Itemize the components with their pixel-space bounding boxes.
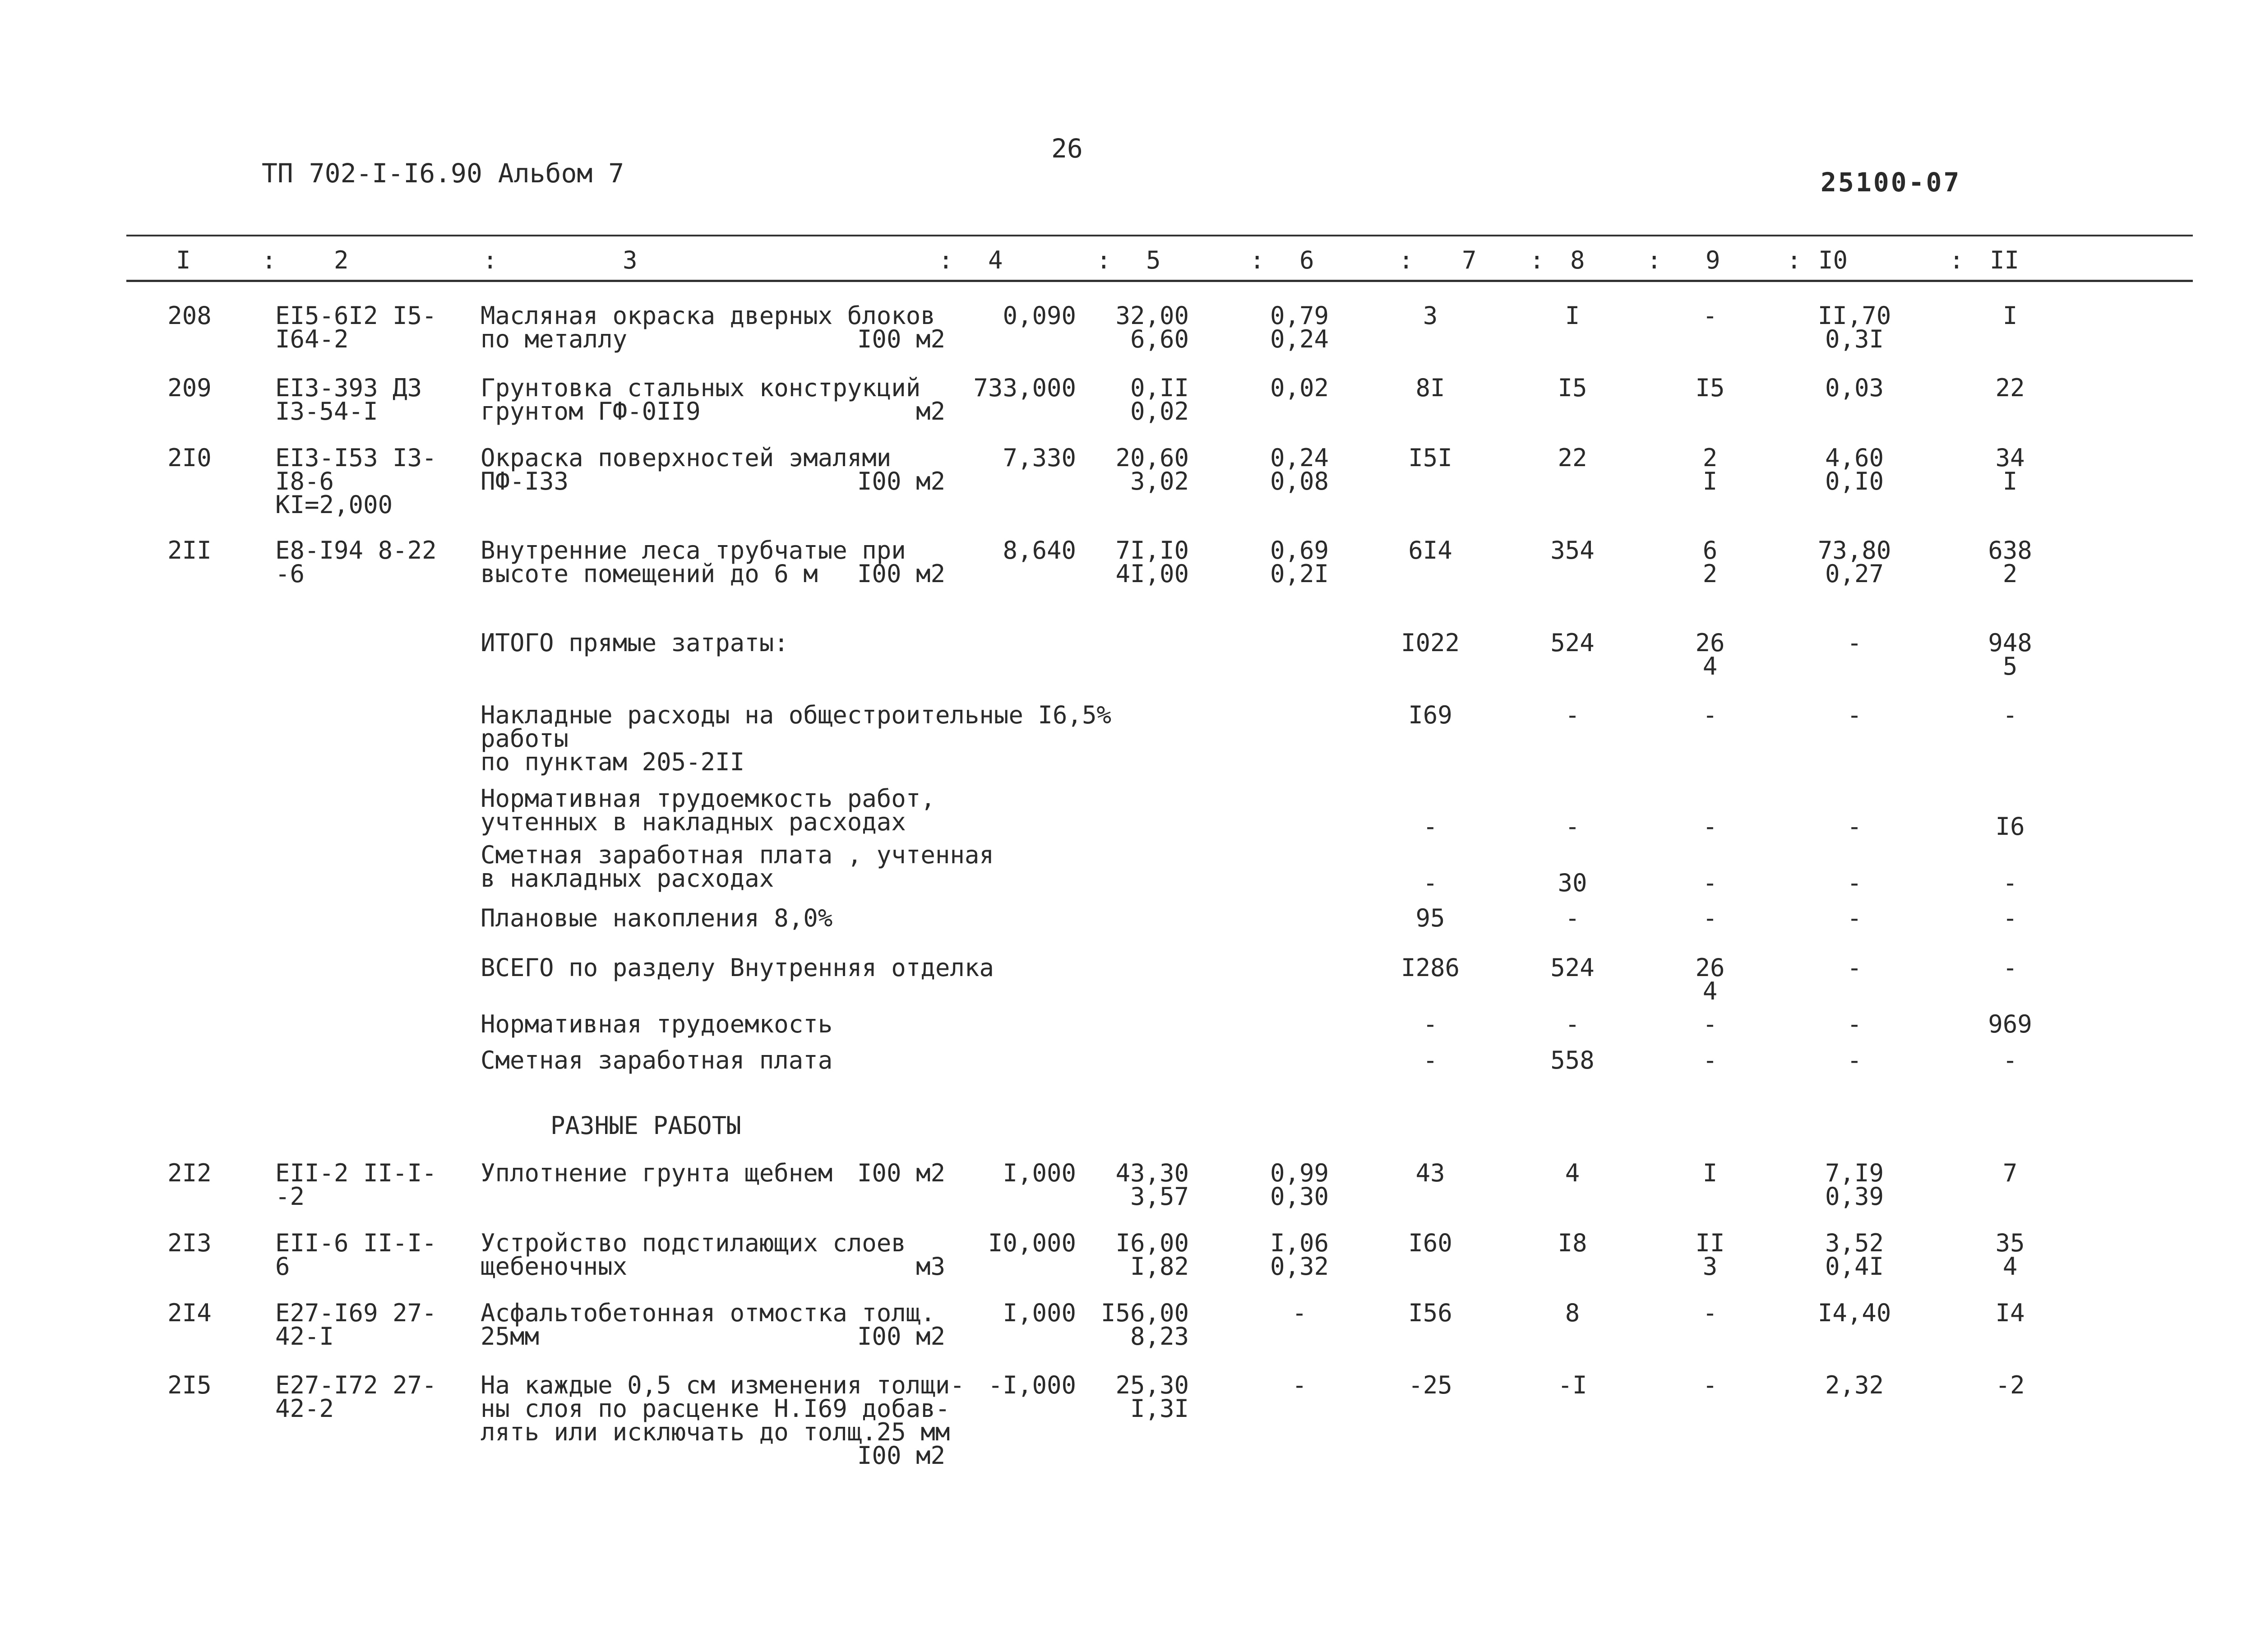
work-description: Внутренние леса трубчатые при: [481, 536, 906, 565]
summary-labor-unit: -: [1847, 1010, 1862, 1038]
summary-machine: -: [1702, 812, 1718, 841]
summary-labor-total: -: [2002, 869, 2018, 897]
row-number: 209: [167, 374, 212, 402]
summary-description: Плановые накопления 8,0%: [481, 904, 833, 932]
summary-machine: 4: [1702, 652, 1718, 680]
unit: I00 м2: [857, 325, 945, 353]
rate-code: EII-2 II-I-: [275, 1159, 437, 1187]
machine-cost: II: [1695, 1229, 1725, 1257]
summary-machine: -: [1702, 1010, 1718, 1038]
labor-total: 4: [2002, 1252, 2018, 1281]
unit: м3: [915, 1252, 945, 1281]
total-cost: 8I: [1415, 374, 1445, 402]
labor-total: I: [2002, 301, 2018, 330]
labor-per-unit: 0,39: [1825, 1182, 1884, 1211]
column-separator: :: [1949, 246, 1964, 274]
quantity: I0,000: [988, 1229, 1076, 1257]
total-cost: 3: [1423, 301, 1438, 330]
unit-cost: 7I,I0: [1115, 536, 1189, 565]
rate-code: 6: [275, 1252, 290, 1281]
machine-cost: I: [1702, 1159, 1718, 1187]
unit: м2: [915, 397, 945, 426]
unit-labor: 0,99: [1270, 1159, 1329, 1187]
total-cost: 6I4: [1408, 536, 1452, 565]
labor-total: 34: [1995, 444, 2025, 472]
quantity: 7,330: [1003, 444, 1076, 472]
machine-cost: 2: [1702, 444, 1718, 472]
quantity: 8,640: [1003, 536, 1076, 565]
quantity: I,000: [1003, 1299, 1076, 1327]
column-number: II: [1990, 246, 2020, 274]
unit: I00 м2: [857, 560, 945, 588]
summary-labor-total: 969: [1988, 1010, 2032, 1038]
rate-code: E8-I94 8-22: [275, 536, 437, 565]
rate-code: EII-6 II-I-: [275, 1229, 437, 1257]
row-number: 2I3: [167, 1229, 212, 1257]
total-cost: 43: [1415, 1159, 1445, 1187]
unit-cost: 6,60: [1130, 325, 1189, 353]
document-code: 25100-07: [1821, 167, 1961, 198]
work-description: 25мм: [481, 1322, 540, 1351]
unit-labor: 0,24: [1270, 444, 1329, 472]
work-description: лять или исключать до толщ.25 мм: [481, 1418, 950, 1446]
column-separator: :: [262, 246, 277, 274]
summary-machine: -: [1702, 1046, 1718, 1074]
machine-cost: 3: [1702, 1252, 1718, 1281]
column-number: I0: [1818, 246, 1848, 274]
unit-cost: 32,00: [1115, 301, 1189, 330]
unit-labor: 0,30: [1270, 1182, 1329, 1211]
summary-machine: -: [1702, 869, 1718, 897]
summary-machine: -: [1702, 701, 1718, 729]
unit-cost: I56,00: [1100, 1299, 1189, 1327]
labor-per-unit: 73,80: [1817, 536, 1891, 565]
summary-machine: 4: [1702, 977, 1718, 1005]
quantity: 733,000: [973, 374, 1076, 402]
rate-code: EI3-393 ДЗ: [275, 374, 422, 402]
total-cost: I5I: [1408, 444, 1452, 472]
labor-total: 7: [2002, 1159, 2018, 1187]
labor-total: 22: [1995, 374, 2025, 402]
summary-labor-unit: -: [1847, 812, 1862, 841]
unit-labor: 0,08: [1270, 467, 1329, 495]
rate-code: E27-I69 27-: [275, 1299, 437, 1327]
work-description: ПФ-I33: [481, 467, 569, 495]
column-separator: :: [1787, 246, 1802, 274]
unit-labor: 0,69: [1270, 536, 1329, 565]
summary-labor-total: I6: [1995, 812, 2025, 841]
summary-wages: -: [1565, 1010, 1580, 1038]
unit: I00 м2: [857, 467, 945, 495]
summary-total-cost: -: [1423, 1010, 1438, 1038]
unit-labor: 0,02: [1270, 374, 1329, 402]
page-number: 26: [1051, 133, 1083, 164]
rate-code: E27-I72 27-: [275, 1371, 437, 1399]
row-number: 2I0: [167, 444, 212, 472]
column-number: 5: [1146, 246, 1161, 274]
labor-per-unit: 0,I0: [1825, 467, 1884, 495]
labor-per-unit: 4,60: [1825, 444, 1884, 472]
labor-total: 638: [1988, 536, 2032, 565]
summary-wages: -: [1565, 701, 1580, 729]
labor-total: I4: [1995, 1299, 2025, 1327]
document-title: ТП 702-I-I6.90 Альбом 7: [262, 158, 624, 189]
summary-description: ИТОГО прямые затраты:: [481, 629, 789, 657]
header-bottom-rule: [126, 280, 2193, 282]
unit-cost: 3,57: [1130, 1182, 1189, 1211]
unit-cost: 4I,00: [1115, 560, 1189, 588]
unit-labor: I,06: [1270, 1229, 1329, 1257]
summary-total-cost: -: [1423, 1046, 1438, 1074]
summary-description: учтенных в накладных расходах: [481, 808, 906, 836]
summary-description: Нормативная трудоемкость работ,: [481, 784, 935, 813]
unit-labor: 0,32: [1270, 1252, 1329, 1281]
summary-labor-total: -: [2002, 904, 2018, 932]
labor-per-unit: II,70: [1817, 301, 1891, 330]
rate-code: I3-54-I: [275, 397, 378, 426]
rate-code: -2: [275, 1182, 305, 1211]
work-description: грунтом ГФ-0II9: [481, 397, 701, 426]
total-wages: 22: [1558, 444, 1587, 472]
summary-labor-unit: -: [1847, 904, 1862, 932]
summary-machine: -: [1702, 904, 1718, 932]
column-separator: :: [1530, 246, 1544, 274]
total-wages: 4: [1565, 1159, 1580, 1187]
summary-wages: 30: [1558, 869, 1587, 897]
summary-labor-total: -: [2002, 1046, 2018, 1074]
work-description: Уплотнение грунта щебнем: [481, 1159, 833, 1187]
summary-machine: 26: [1695, 953, 1725, 982]
summary-description: Накладные расходы на общестроительные I6,5%: [481, 701, 1111, 729]
rate-code: I8-6: [275, 467, 334, 495]
row-number: 208: [167, 301, 212, 330]
total-cost: -25: [1408, 1371, 1452, 1399]
rate-code: KI=2,000: [275, 491, 393, 519]
row-number: 2I4: [167, 1299, 212, 1327]
work-description: Асфальтобетонная отмостка толщ.: [481, 1299, 935, 1327]
rate-code: 42-2: [275, 1394, 334, 1423]
unit-cost: 3,02: [1130, 467, 1189, 495]
summary-labor-total: 5: [2002, 652, 2018, 680]
rate-code: I64-2: [275, 325, 349, 353]
summary-labor-total: -: [2002, 701, 2018, 729]
rate-code: -6: [275, 560, 305, 588]
column-separator: :: [1250, 246, 1265, 274]
summary-labor-total: 948: [1988, 629, 2032, 657]
summary-labor-total: -: [2002, 953, 2018, 982]
column-number: 4: [988, 246, 1003, 274]
unit-labor: -: [1292, 1371, 1307, 1399]
quantity: 0,090: [1003, 301, 1076, 330]
column-separator: :: [938, 246, 953, 274]
unit-cost: I6,00: [1115, 1229, 1189, 1257]
summary-description: работы: [481, 724, 569, 753]
summary-labor-unit: -: [1847, 701, 1862, 729]
column-separator: :: [1647, 246, 1662, 274]
summary-labor-unit: -: [1847, 953, 1862, 982]
summary-labor-unit: -: [1847, 629, 1862, 657]
summary-wages: -: [1565, 904, 1580, 932]
labor-total: 35: [1995, 1229, 2025, 1257]
summary-wages: -: [1565, 812, 1580, 841]
column-number: 2: [334, 246, 349, 274]
labor-per-unit: I4,40: [1817, 1299, 1891, 1327]
labor-total: I: [2002, 467, 2018, 495]
work-description: Грунтовка стальных конструкций: [481, 374, 921, 402]
summary-description: в накладных расходах: [481, 864, 774, 893]
summary-description: ВСЕГО по разделу Внутренняя отделка: [481, 953, 994, 982]
work-description: ны слоя по расценке Н.I69 добав-: [481, 1394, 950, 1423]
machine-cost: I: [1702, 467, 1718, 495]
summary-description: по пунктам 205-2II: [481, 748, 745, 776]
labor-per-unit: 0,4I: [1825, 1252, 1884, 1281]
total-wages: I5: [1558, 374, 1587, 402]
summary-total-cost: -: [1423, 869, 1438, 897]
total-cost: I56: [1408, 1299, 1452, 1327]
total-wages: -I: [1558, 1371, 1587, 1399]
summary-description: Сметная заработная плата: [481, 1046, 833, 1074]
total-wages: 354: [1550, 536, 1595, 565]
section-title: РАЗНЫЕ РАБОТЫ: [550, 1111, 741, 1140]
unit: I00 м2: [857, 1159, 945, 1187]
unit-cost: 43,30: [1115, 1159, 1189, 1187]
labor-per-unit: 0,27: [1825, 560, 1884, 588]
work-description: Масляная окраска дверных блоков: [481, 301, 935, 330]
rate-code: EI5-6I2 I5-: [275, 301, 437, 330]
work-description: по металлу: [481, 325, 628, 353]
summary-labor-unit: -: [1847, 1046, 1862, 1074]
labor-per-unit: 0,3I: [1825, 325, 1884, 353]
total-cost: I60: [1408, 1229, 1452, 1257]
total-wages: I: [1565, 301, 1580, 330]
summary-wages: 558: [1550, 1046, 1595, 1074]
labor-total: -2: [1995, 1371, 2025, 1399]
labor-per-unit: 2,32: [1825, 1371, 1884, 1399]
work-description: Устройство подстилающих слоев: [481, 1229, 906, 1257]
unit: I00 м2: [857, 1322, 945, 1351]
column-number: 3: [623, 246, 638, 274]
row-number: 2I2: [167, 1159, 212, 1187]
summary-wages: 524: [1550, 629, 1595, 657]
unit-labor: 0,79: [1270, 301, 1329, 330]
unit: I00 м2: [857, 1441, 945, 1470]
unit-labor: 0,2I: [1270, 560, 1329, 588]
summary-wages: 524: [1550, 953, 1595, 982]
unit-cost: I,3I: [1130, 1394, 1189, 1423]
unit-cost: 0,02: [1130, 397, 1189, 426]
work-description: На каждые 0,5 см изменения толщи-: [481, 1371, 965, 1399]
labor-total: 2: [2002, 560, 2018, 588]
total-wages: 8: [1565, 1299, 1580, 1327]
unit-cost: 20,60: [1115, 444, 1189, 472]
column-number: 8: [1570, 246, 1585, 274]
column-number: I: [176, 246, 191, 274]
unit-cost: 25,30: [1115, 1371, 1189, 1399]
column-separator: :: [1399, 246, 1414, 274]
summary-total-cost: I286: [1401, 953, 1460, 982]
quantity: I,000: [1003, 1159, 1076, 1187]
column-separator: :: [483, 246, 498, 274]
unit-labor: 0,24: [1270, 325, 1329, 353]
row-number: 2I5: [167, 1371, 212, 1399]
work-description: высоте помещений до 6 м: [481, 560, 818, 588]
machine-cost: 6: [1702, 536, 1718, 565]
summary-total-cost: 95: [1415, 904, 1445, 932]
column-number: 9: [1706, 246, 1720, 274]
machine-cost: -: [1702, 301, 1718, 330]
labor-per-unit: 3,52: [1825, 1229, 1884, 1257]
summary-description: Сметная заработная плата , учтенная: [481, 841, 994, 869]
row-number: 2II: [167, 536, 212, 565]
summary-total-cost: -: [1423, 812, 1438, 841]
column-number: 7: [1462, 246, 1477, 274]
unit-cost: 0,II: [1130, 374, 1189, 402]
quantity: -I,000: [988, 1371, 1076, 1399]
summary-description: Нормативная трудоемкость: [481, 1010, 833, 1038]
machine-cost: -: [1702, 1299, 1718, 1327]
rate-code: EI3-I53 I3-: [275, 444, 437, 472]
labor-per-unit: 0,03: [1825, 374, 1884, 402]
rate-code: 42-I: [275, 1322, 334, 1351]
labor-per-unit: 7,I9: [1825, 1159, 1884, 1187]
summary-machine: 26: [1695, 629, 1725, 657]
header-top-rule: [126, 235, 2193, 236]
machine-cost: 2: [1702, 560, 1718, 588]
unit-labor: -: [1292, 1299, 1307, 1327]
summary-total-cost: I022: [1401, 629, 1460, 657]
column-number: 6: [1299, 246, 1314, 274]
unit-cost: 8,23: [1130, 1322, 1189, 1351]
machine-cost: I5: [1695, 374, 1725, 402]
total-wages: I8: [1558, 1229, 1587, 1257]
unit-cost: I,82: [1130, 1252, 1189, 1281]
column-separator: :: [1096, 246, 1111, 274]
machine-cost: -: [1702, 1371, 1718, 1399]
summary-labor-unit: -: [1847, 869, 1862, 897]
work-description: Окраска поверхностей эмалями: [481, 444, 892, 472]
work-description: щебеночных: [481, 1252, 628, 1281]
summary-total-cost: I69: [1408, 701, 1452, 729]
